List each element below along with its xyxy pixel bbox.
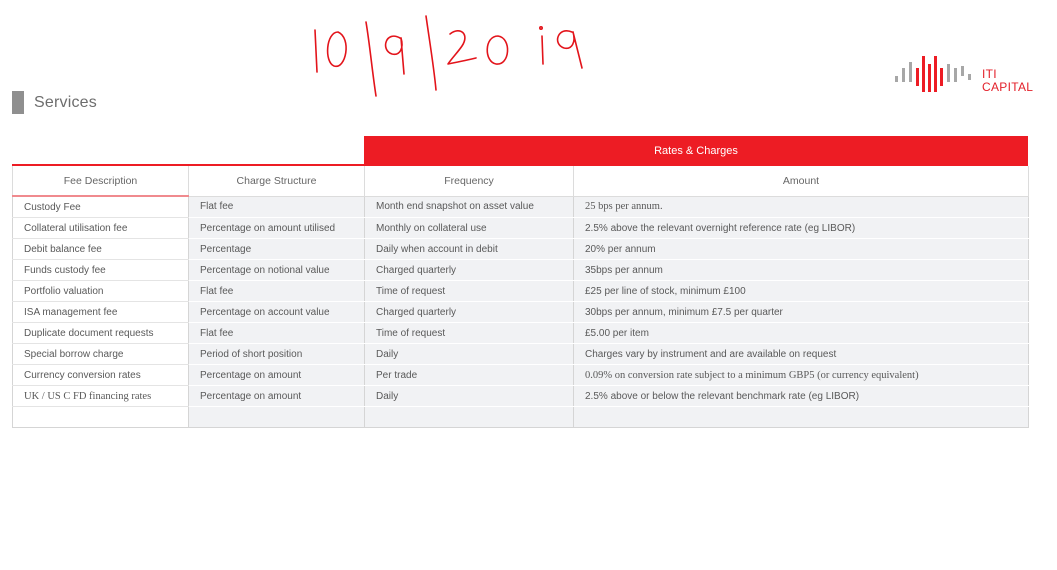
table-row-empty — [13, 407, 1029, 428]
fees-table — [12, 166, 1029, 428]
amount-cell: 35bps per annum — [574, 260, 1029, 281]
column-header-amount: Amount — [574, 166, 1029, 196]
frequency-cell: Charged quarterly — [365, 302, 574, 323]
amount-cell: 25 bps per annum. — [574, 196, 1029, 218]
charge-structure-cell: Percentage — [189, 239, 365, 260]
charge-structure-cell: Flat fee — [189, 281, 365, 302]
table-row — [13, 196, 1029, 218]
amount-cell: 2.5% above the relevant overnight reference rate (eg LIBOR) — [574, 218, 1029, 239]
frequency-cell — [365, 407, 574, 428]
fee-description-cell: Portfolio valuation — [13, 281, 189, 302]
charge-structure-cell: Percentage on notional value — [189, 260, 365, 281]
logo-wordmark — [982, 68, 1033, 94]
section-title: Services — [34, 93, 97, 111]
column-header-frequency: Frequency — [365, 166, 574, 196]
frequency-cell: Per trade — [365, 365, 574, 386]
table-row — [13, 302, 1029, 323]
table-row — [13, 281, 1029, 302]
fee-description-cell — [13, 407, 189, 428]
charge-structure-cell: Percentage on amount — [189, 386, 365, 407]
fee-description-cell: Custody Fee — [13, 196, 189, 218]
frequency-cell: Month end snapshot on asset value — [365, 196, 574, 218]
column-header-charge-structure: Charge Structure — [189, 166, 365, 196]
logo-line-2: CAPITAL — [982, 80, 1034, 94]
charge-structure-cell: Flat fee — [189, 196, 365, 218]
fee-description-cell: Duplicate document requests — [13, 323, 189, 344]
amount-cell: 30bps per annum, minimum £7.5 per quarter — [574, 302, 1029, 323]
table-row — [13, 239, 1029, 260]
fee-description-cell: ISA management fee — [13, 302, 189, 323]
charge-structure-cell — [189, 407, 365, 428]
handwritten-date-annotation — [300, 8, 600, 100]
frequency-cell: Daily when account in debit — [365, 239, 574, 260]
table-row — [13, 323, 1029, 344]
amount-cell: 20% per annum — [574, 239, 1029, 260]
fee-description-cell: Currency conversion rates — [13, 365, 189, 386]
table-row — [13, 365, 1029, 386]
table-header-row — [13, 166, 1029, 196]
iti-capital-logo — [893, 54, 1043, 96]
logo-bars-icon — [893, 54, 973, 94]
amount-cell — [574, 407, 1029, 428]
frequency-cell: Charged quarterly — [365, 260, 574, 281]
column-header-fee-description: Fee Description — [13, 166, 189, 196]
table-row — [13, 344, 1029, 365]
frequency-cell: Monthly on collateral use — [365, 218, 574, 239]
fee-description-cell: Funds custody fee — [13, 260, 189, 281]
fee-description-cell: Collateral utilisation fee — [13, 218, 189, 239]
amount-cell: Charges vary by instrument and are available on request — [574, 344, 1029, 365]
amount-cell: £25 per line of stock, minimum £100 — [574, 281, 1029, 302]
charge-structure-cell: Period of short position — [189, 344, 365, 365]
charge-structure-cell: Percentage on amount utilised — [189, 218, 365, 239]
logo-line-1: ITI — [982, 67, 997, 81]
charge-structure-cell: Percentage on amount — [189, 365, 365, 386]
charge-structure-cell: Percentage on account value — [189, 302, 365, 323]
fee-description-cell: Debit balance fee — [13, 239, 189, 260]
fee-description-cell: UK / US C FD financing rates — [13, 386, 189, 407]
rates-charges-banner: Rates & Charges — [364, 136, 1028, 166]
frequency-cell: Daily — [365, 344, 574, 365]
frequency-cell: Daily — [365, 386, 574, 407]
amount-cell: 0.09% on conversion rate subject to a minimum GBP5 (or currency equivalent) — [574, 365, 1029, 386]
fee-description-cell: Special borrow charge — [13, 344, 189, 365]
section-header — [12, 91, 97, 114]
amount-cell: £5.00 per item — [574, 323, 1029, 344]
charge-structure-cell: Flat fee — [189, 323, 365, 344]
table-row — [13, 386, 1029, 407]
table-row — [13, 260, 1029, 281]
frequency-cell: Time of request — [365, 281, 574, 302]
section-marker — [12, 91, 24, 114]
amount-cell: 2.5% above or below the relevant benchmark rate (eg LIBOR) — [574, 386, 1029, 407]
frequency-cell: Time of request — [365, 323, 574, 344]
table-row — [13, 218, 1029, 239]
